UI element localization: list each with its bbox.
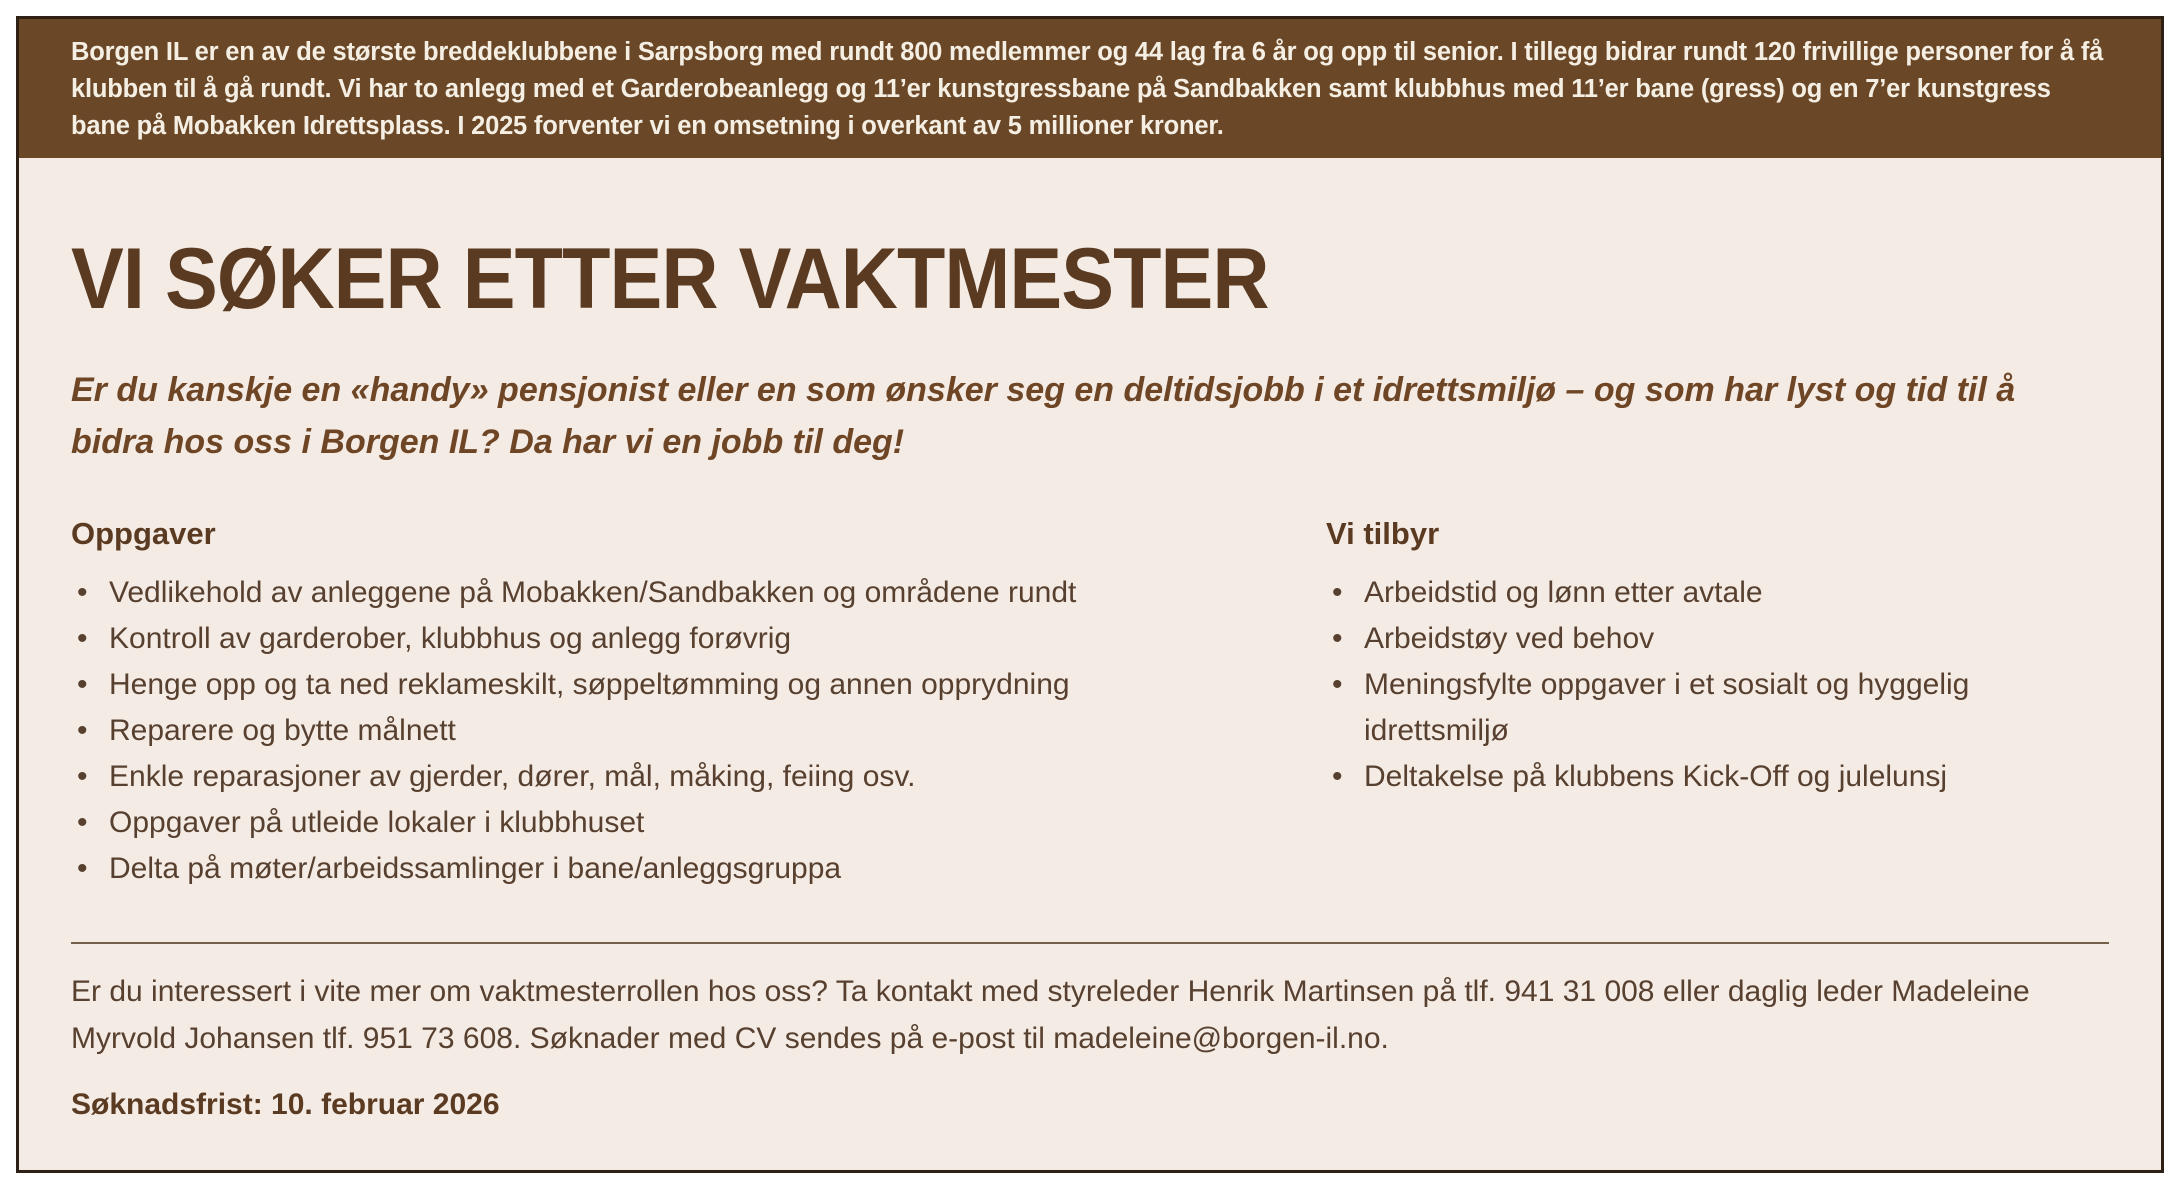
tasks-heading: Oppgaver	[71, 516, 216, 551]
offer-item: • Meningsfylte oppgaver i et sosialt og hyggelig idrettsmiljø	[1326, 662, 2086, 754]
task-item: • Reparere og bytte målnett	[71, 708, 1251, 754]
offer-item: • Arbeidstøy ved behov	[1326, 616, 2086, 662]
club-info-banner	[19, 19, 2161, 158]
intro-text: Er du kanskje en «handy» pensjonist eller en som ønsker seg en deltidsjobb i et idrettsmiljø – og som har lyst og tid til å bidra hos oss i Borgen IL? Da har vi en jobb til deg!	[71, 371, 2016, 461]
task-item: • Enkle reparasjoner av gjerder, dører, mål, måking, feiing osv.	[71, 754, 1251, 800]
contact-text: Er du interessert i vite mer om vaktmesterrollen hos oss? Ta kontakt med styreleder Henrik Martinsen på tlf. 941 31 008 eller daglig leder Madeleine Myrvold Johansen tlf. 951 73 608. Søknader med CV sendes på e-post til madeleine@borgen-il.no.	[71, 975, 2030, 1055]
job-ad	[16, 16, 2164, 1173]
offer-section	[1326, 516, 2109, 892]
offer-item: • Arbeidstid og lønn etter avtale	[1326, 570, 2086, 616]
offer-heading: Vi tilbyr	[1326, 516, 1440, 551]
ad-content	[19, 231, 2161, 1122]
two-column-area	[71, 516, 2109, 892]
task-item: • Delta på møter/arbeidssamlinger i bane/anleggsgruppa	[71, 846, 1251, 892]
task-item: • Vedlikehold av anleggene på Mobakken/Sandbakken og områdene rundt	[71, 570, 1251, 616]
tasks-section	[71, 516, 1326, 892]
page-title: VI SØKER ETTER VAKTMESTER	[71, 231, 1269, 327]
club-info-text: Borgen IL er en av de største breddeklubbene i Sarpsborg med rundt 800 medlemmer og 44 lag fra 6 år og opp til senior. I tillegg bidrar rundt 120 frivillige personer for å få klubben til å gå rundt. Vi har to anlegg med et Garderobeanlegg og 11’er kunstgressbane på Sandbakken samt klubbhus med 11’er bane (gress) og en 7’er kunstgress bane på Mobakken Idrettsplass. I 2025 forventer vi en omsetning i overkant av 5 millioner kroner.	[71, 38, 2104, 140]
task-item: • Henge opp og ta ned reklameskilt, søppeltømming og annen opprydning	[71, 662, 1251, 708]
offer-item: • Deltakelse på klubbens Kick-Off og julelunsj	[1326, 754, 2086, 800]
deadline-text: Søknadsfrist: 10. februar 2026	[71, 1088, 500, 1121]
task-item: • Kontroll av garderober, klubbhus og anlegg forøvrig	[71, 616, 1251, 662]
tasks-list	[71, 570, 1326, 892]
divider	[71, 942, 2109, 944]
offer-list	[1326, 570, 2109, 800]
task-item: • Oppgaver på utleide lokaler i klubbhuset	[71, 800, 1251, 846]
